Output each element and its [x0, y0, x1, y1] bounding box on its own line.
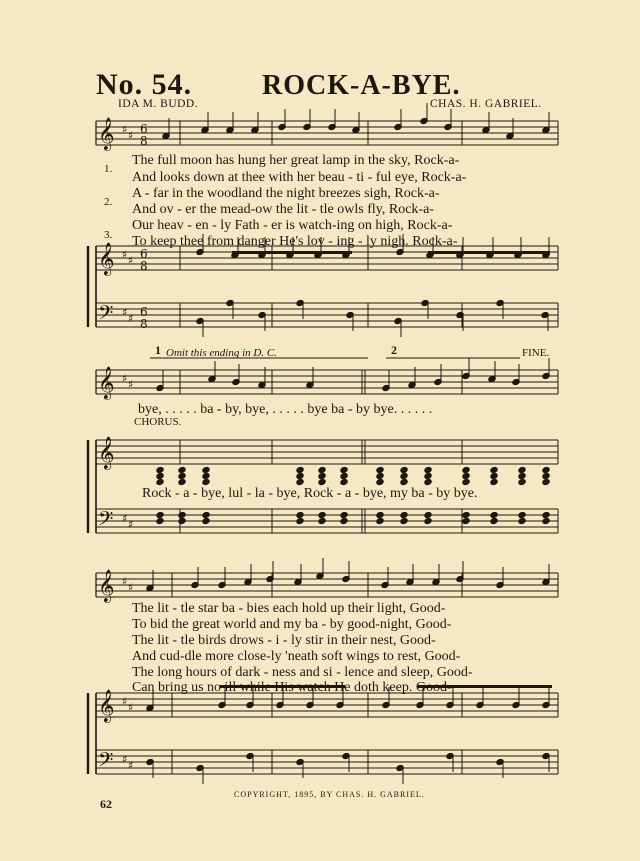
sharp: ♯ — [128, 312, 134, 325]
note-head — [462, 517, 470, 524]
lyric-line-10: And cud-dle more close-ly 'neath soft wings to rest, Good- — [132, 649, 461, 664]
note-head — [518, 517, 526, 524]
note-head — [376, 478, 384, 485]
note-head — [156, 478, 164, 485]
sharp: ♯ — [122, 248, 128, 261]
note-head — [178, 511, 186, 518]
note-head — [296, 466, 304, 473]
note-head — [518, 478, 526, 485]
note-head — [542, 511, 550, 518]
note-head — [542, 466, 550, 473]
note-head — [518, 511, 526, 518]
time-sig: 6 — [140, 247, 148, 261]
note-head — [424, 478, 432, 485]
lyric-line-8: To bid the great world and my ba - by good-night, Good- — [132, 617, 452, 632]
treble-clef: 𝄞 — [98, 242, 115, 275]
note-head — [376, 472, 384, 479]
note-head — [518, 472, 526, 479]
note-head — [340, 511, 348, 518]
beam — [232, 251, 352, 254]
chorus-label: CHORUS. — [134, 416, 182, 428]
note-head — [202, 472, 210, 479]
note-head — [318, 478, 326, 485]
note-head — [178, 517, 186, 524]
bass-clef: 𝄢 — [98, 301, 114, 329]
composer-credit: CHAS. H. GABRIEL. — [430, 98, 542, 110]
note-head — [400, 511, 408, 518]
sharp: ♯ — [128, 254, 134, 267]
note-head — [462, 511, 470, 518]
note-head — [400, 466, 408, 473]
page-number: 62 — [100, 797, 112, 811]
lyric-line-7: The lit - tle star ba - bies each hold up their light, Good- — [132, 601, 446, 616]
note-head — [156, 517, 164, 524]
note-head — [462, 466, 470, 473]
first-ending-number: 1 — [155, 343, 161, 357]
chorus-lyrics: Rock - a - bye, lul - la - bye, Rock - a - bye, my ba - by bye. — [142, 486, 478, 501]
sharp: ♯ — [128, 378, 134, 391]
sharp: ♯ — [128, 129, 134, 142]
note-head — [490, 466, 498, 473]
sharp: ♯ — [128, 759, 134, 772]
sharp: ♯ — [122, 306, 128, 319]
sharp: ♯ — [122, 123, 128, 136]
note-head — [202, 466, 210, 473]
note-head — [318, 472, 326, 479]
fine-marking: FINE. — [522, 347, 550, 359]
lyric-line-12: Can bring us no ill while His watch He doth keep. Good- — [132, 680, 452, 695]
note-head — [542, 478, 550, 485]
time-sig: 6 — [140, 305, 148, 319]
treble-clef: 𝄞 — [98, 117, 115, 150]
note-head — [340, 517, 348, 524]
note-head — [296, 472, 304, 479]
note-head — [156, 472, 164, 479]
lyric-line-ending: bye, . . . . . ba - by, bye, . . . . . bye ba - by bye. . . . . . — [138, 402, 433, 417]
note-head — [542, 517, 550, 524]
lyric-line-6: To keep thee from danger He's lov - ing - ly nigh. Rock-a- — [132, 234, 458, 249]
treble-clef: 𝄞 — [98, 569, 115, 602]
note-head — [178, 472, 186, 479]
sharp: ♯ — [122, 575, 128, 588]
note-head — [318, 517, 326, 524]
note-head — [542, 472, 550, 479]
note-head — [340, 466, 348, 473]
note-head — [400, 517, 408, 524]
time-sig: 6 — [140, 122, 148, 136]
hymn-number: No. 54. — [96, 68, 193, 101]
note-head — [400, 478, 408, 485]
note-head — [400, 472, 408, 479]
note-head — [490, 478, 498, 485]
note-head — [156, 466, 164, 473]
note-head — [424, 472, 432, 479]
first-ending-note: Omit this ending in D. C. — [166, 347, 277, 359]
note-head — [340, 478, 348, 485]
treble-clef: 𝄞 — [98, 366, 115, 399]
note-head — [178, 466, 186, 473]
verse-number-2: 2. — [104, 196, 113, 208]
note-head — [296, 517, 304, 524]
lyric-line-3: A - far in the woodland the night breezes sigh, Rock-a- — [132, 186, 440, 201]
sharp: ♯ — [128, 581, 134, 594]
note-head — [376, 511, 384, 518]
note-head — [462, 472, 470, 479]
treble-clef: 𝄞 — [98, 436, 115, 469]
note-head — [318, 511, 326, 518]
note-head — [296, 511, 304, 518]
copyright-notice: COPYRIGHT, 1895, BY CHAS. H. GABRIEL. — [234, 790, 425, 799]
note-head — [202, 517, 210, 524]
second-ending-number: 2 — [391, 343, 397, 357]
note-head — [462, 478, 470, 485]
lyric-line-1: The full moon has hung her great lamp in the sky, Rock-a- — [132, 153, 460, 168]
sharp: ♯ — [128, 701, 134, 714]
lyric-line-9: The lit - tle birds drows - i - ly stir in their nest, Good- — [132, 633, 436, 648]
note-head — [490, 517, 498, 524]
sharp: ♯ — [128, 518, 134, 531]
sharp: ♯ — [122, 695, 128, 708]
bass-clef: 𝄢 — [98, 507, 114, 535]
note-head — [376, 517, 384, 524]
author-credit: IDA M. BUDD. — [118, 98, 199, 110]
note-head — [202, 478, 210, 485]
note-head — [490, 511, 498, 518]
lyric-line-5: Our heav - en - ly Fath - er is watch-ing on high, Rock-a- — [132, 218, 453, 233]
note-head — [518, 466, 526, 473]
verse-number-3: 3. — [104, 229, 113, 241]
lyric-line-2: And looks down at thee with her beau - ti - ful eye, Rock-a- — [132, 170, 467, 185]
note-head — [202, 511, 210, 518]
time-sig: 8 — [140, 259, 148, 273]
sharp: ♯ — [122, 512, 128, 525]
sharp: ♯ — [122, 753, 128, 766]
note-head — [424, 466, 432, 473]
lyric-line-4: And ov - er the mead-ow the lit - tle owls fly, Rock-a- — [132, 202, 434, 217]
sharp: ♯ — [122, 372, 128, 385]
note-head — [376, 466, 384, 473]
note-head — [424, 511, 432, 518]
note-head — [490, 472, 498, 479]
note-head — [340, 472, 348, 479]
time-sig: 8 — [140, 317, 148, 331]
hymn-title: ROCK-A-BYE. — [262, 70, 461, 101]
note-head — [178, 478, 186, 485]
lyric-line-11: The long hours of dark - ness and si - lence and sleep, Good- — [132, 665, 473, 680]
note-head — [296, 478, 304, 485]
note-head — [318, 466, 326, 473]
time-sig: 8 — [140, 134, 148, 148]
beam — [428, 251, 550, 254]
note-head — [156, 511, 164, 518]
bass-clef: 𝄢 — [98, 748, 114, 776]
treble-clef: 𝄞 — [98, 689, 115, 722]
note-head — [424, 517, 432, 524]
verse-number-1: 1. — [104, 163, 113, 175]
